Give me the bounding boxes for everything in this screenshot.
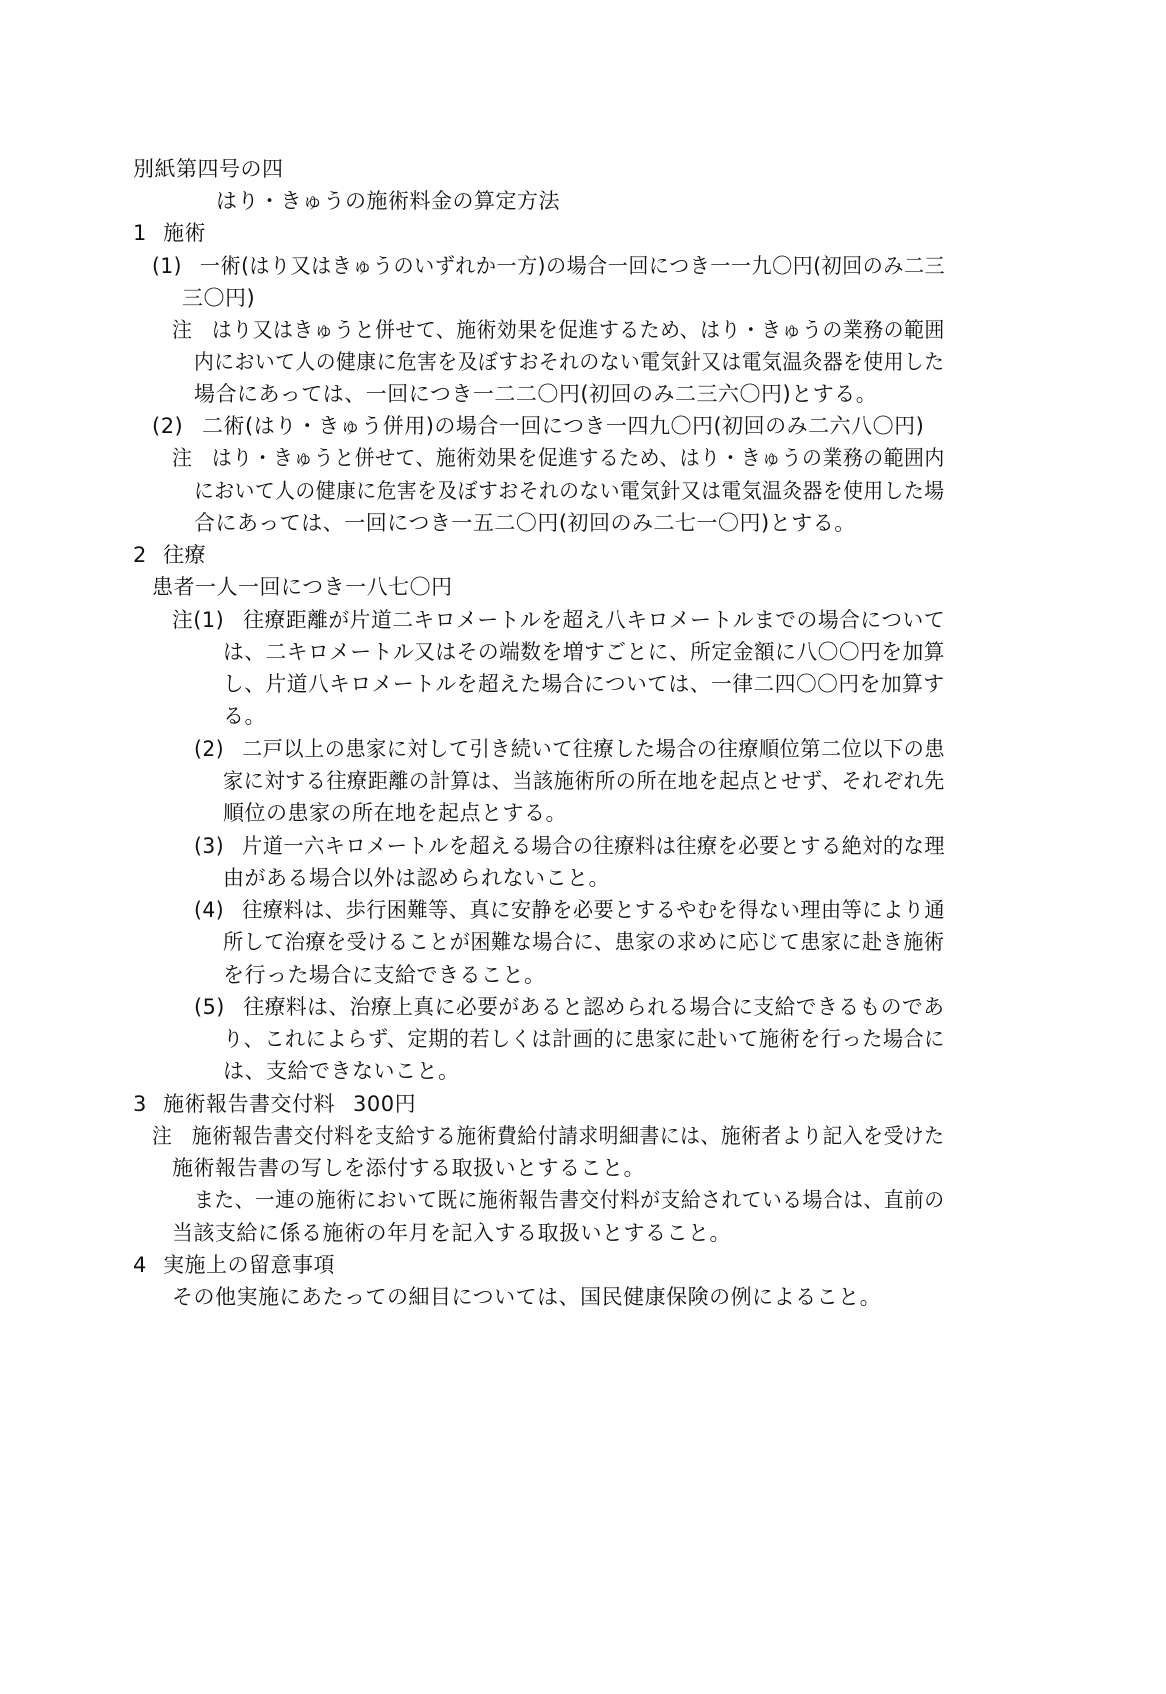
note-4-line-1 — [194, 893, 945, 927]
note-1-line-1 — [172, 603, 945, 637]
section-3-note-line-1 — [152, 1119, 945, 1153]
item-1-note-line-1 — [172, 313, 945, 347]
section-4-body: その他実施にあたっての細目については、国民健康保険の例によること。 — [172, 1285, 882, 1309]
item-1-note-text-1: はり又はきゅうと併せて、施術効果を促進するため、はり・きゅうの業務の範囲 — [211, 318, 945, 342]
item-2-note-line-1 — [172, 441, 945, 475]
item-2-line-1 — [152, 409, 924, 443]
item-1-note-text-2: 内において人の健康に危害を及ぼすおそれのない電気針又は電気温灸器を使用した — [194, 350, 945, 374]
note-5-text-3: は、支給できないこと。 — [223, 1059, 460, 1083]
section-1-title: 施術 — [163, 221, 206, 245]
item-1-number: (1) — [152, 254, 182, 278]
item-2-note-mark: 注 — [172, 446, 193, 470]
item-1-note-mark: 注 — [172, 318, 193, 342]
section-4-heading — [133, 1248, 335, 1282]
note-3-text-2: 由がある場合以外は認められないこと。 — [223, 866, 610, 890]
document-title: はり・きゅうの施術料金の算定方法 — [216, 189, 560, 213]
note-5-number: (5) — [194, 995, 225, 1019]
section-1-number: 1 — [133, 221, 147, 245]
item-1-line-1 — [152, 249, 945, 283]
note-5-line-1 — [194, 990, 945, 1024]
section-2-heading — [133, 538, 206, 572]
note-3-text-1: 片道一六キロメートルを超える場合の往療料は往療を必要とする絶対的な理 — [242, 834, 946, 858]
note-4-text-2: 所して治療を受けることが困難な場合に、患家の求めに応じて患家に赴き施術 — [223, 930, 945, 954]
section-2-number: 2 — [133, 543, 147, 567]
item-2-note-text-3: 合にあっては、一回につき一五二〇円(初回のみ二七一〇円)とする。 — [194, 511, 856, 535]
note-4-text-3: を行った場合に支給できること。 — [223, 963, 546, 987]
item-1-note-text-3: 場合にあっては、一回につき一二二〇円(初回のみ二三六〇円)とする。 — [194, 382, 878, 406]
note-1-text-1: 往療距離が片道二キロメートルを超え八キロメートルまでの場合について — [243, 608, 946, 632]
note-5-text-1: 往療料は、治療上真に必要があると認められる場合に支給できるものであ — [243, 995, 945, 1019]
section-3-amount: 300円 — [353, 1092, 417, 1116]
item-2-note-text-1: はり・きゅうと併せて、施術効果を促進するため、はり・きゅうの業務の範囲内 — [211, 446, 945, 470]
section-3-note-text-4: 当該支給に係る施術の年月を記入する取扱いとすること。 — [172, 1221, 731, 1245]
section-1-heading — [133, 216, 206, 250]
section-3-heading — [133, 1087, 416, 1121]
note-2-line-1 — [194, 732, 945, 766]
note-3-number: (3) — [194, 834, 225, 858]
item-2-number: (2) — [152, 414, 184, 438]
section-2-rate: 患者一人一回につき一八七〇円 — [152, 575, 453, 599]
note-2-text-3: 順位の患家の所在地を起点とする。 — [223, 801, 567, 825]
document-header: 別紙第四号の四 — [133, 157, 284, 181]
note-1-text-4: る。 — [223, 704, 266, 728]
note-1-mark: 注(1) — [172, 608, 225, 632]
item-1-text-2: 三〇円) — [182, 286, 256, 310]
note-3-line-1 — [194, 829, 945, 863]
item-2-text-1: 二術(はり・きゅう併用)の場合一回につき一四九〇円(初回のみ二六八〇円) — [202, 414, 925, 438]
item-2-note-text-2: において人の健康に危害を及ぼすおそれのない電気針又は電気温灸器を使用した場 — [194, 479, 945, 503]
item-1-text-1: 一術(はり又はきゅうのいずれか一方)の場合一回につき一一九〇円(初回のみ二三 — [199, 254, 946, 278]
section-4-number: 4 — [133, 1253, 147, 1277]
section-4-title: 実施上の留意事項 — [163, 1253, 335, 1277]
note-1-text-2: は、二キロメートル又はその端数を増すごとに、所定金額に八〇〇円を加算 — [223, 640, 946, 664]
section-2-title: 往療 — [163, 543, 206, 567]
note-2-number: (2) — [194, 737, 225, 761]
note-2-text-1: 二戸以上の患家に対して引き続いて往療した場合の往療順位第二位以下の患 — [242, 737, 946, 761]
section-3-title: 施術報告書交付料 — [163, 1092, 335, 1116]
section-3-note-mark: 注 — [152, 1124, 173, 1148]
section-3-note-text-3: また、一連の施術において既に施術報告書交付料が支給されている場合は、直前の — [194, 1188, 945, 1212]
section-3-note-text-2: 施術報告書の写しを添付する取扱いとすること。 — [172, 1156, 645, 1180]
section-3-note-text-1: 施術報告書交付料を支給する施術費給付請求明細書には、施術者より記入を受けた — [191, 1124, 945, 1148]
note-5-text-2: り、これによらず、定期的若しくは計画的に患家に赴いて施術を行った場合に — [223, 1027, 945, 1051]
note-2-text-2: 家に対する往療距離の計算は、当該施術所の所在地を起点とせず、それぞれ先 — [223, 769, 945, 793]
note-4-number: (4) — [194, 898, 225, 922]
section-3-number: 3 — [133, 1092, 147, 1116]
note-1-text-3: し、片道八キロメートルを超えた場合については、一律二四〇〇円を加算す — [223, 672, 945, 696]
note-4-text-1: 往療料は、歩行困難等、真に安静を必要とするやむを得ない理由等により通 — [242, 898, 946, 922]
